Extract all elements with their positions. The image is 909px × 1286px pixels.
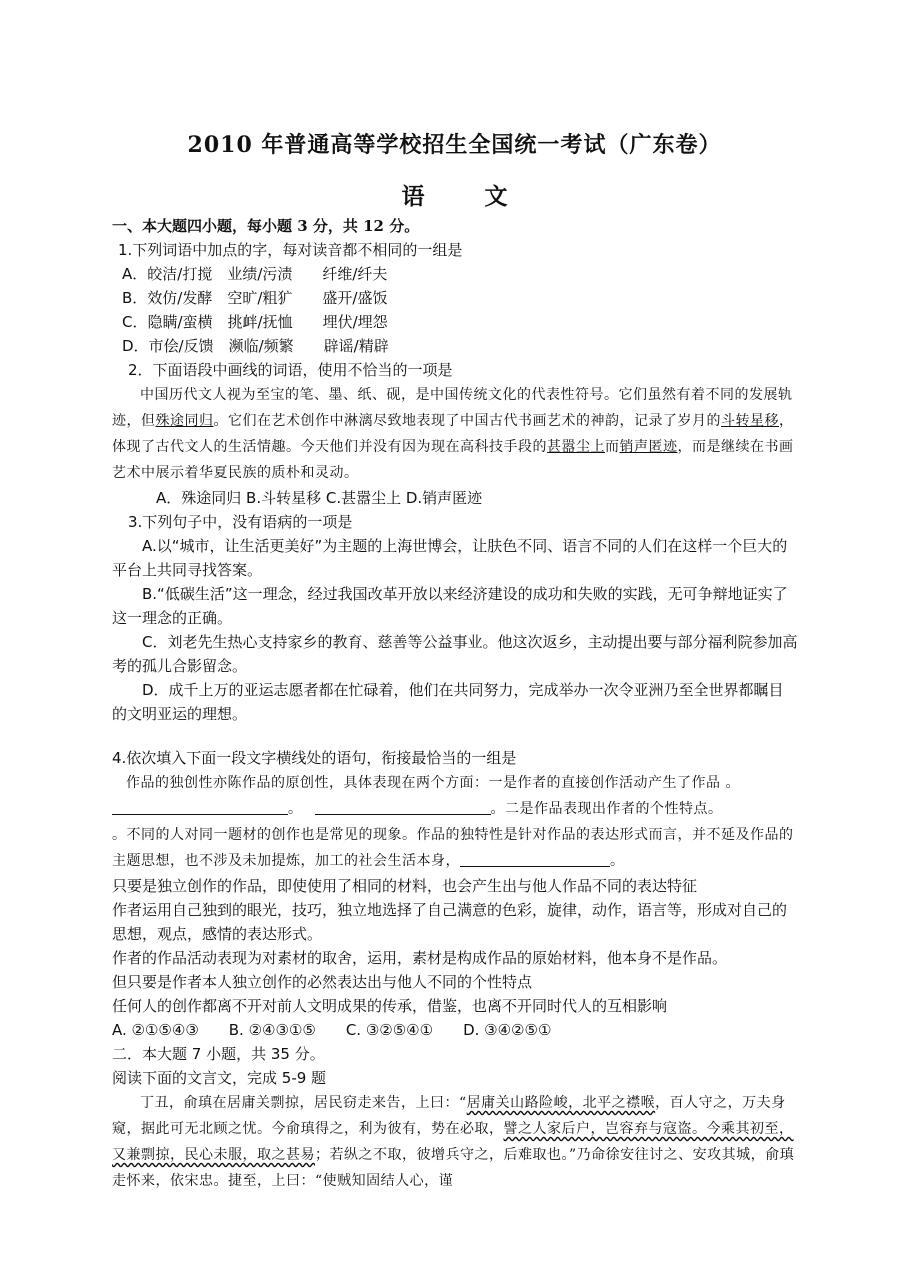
question-3-stem: 3.下列句子中，没有语病的一项是 <box>128 513 353 531</box>
underlined-phrase: 销声匿迹 <box>619 439 678 455</box>
underlined-phrase: 殊途同归 <box>155 413 214 429</box>
answer-blank[interactable] <box>112 798 288 815</box>
underlined-phrase: 甚嚣尘上 <box>547 439 605 455</box>
question-4-stem: 4.依次填入下面一段文字横线处的语句，衔接最恰当的一组是 <box>112 749 517 767</box>
q1-option-c: C．隐瞒/蛮横 挑衅/抚恤 埋伏/埋怨 <box>122 313 388 331</box>
underlined-phrase: 斗转星移 <box>721 413 779 429</box>
question-1-stem: 1.下列词语中加点的字，每对读音都不相同的一组是 <box>118 241 463 259</box>
q3-option-d: D．成千上万的亚运志愿者都在忙碌着，他们在共同努力，完成举办一次令亚洲乃至全世界都瞩目的文明亚运的理想。 <box>112 681 784 723</box>
q2-options: A．殊途同归 B.斗转星移 C.甚嚣尘上 D.销声匿迹 <box>156 489 483 507</box>
q4-item: 作者运用自己独到的眼光，技巧，独立地选择了自己满意的色彩，旋律，动作，语言等，形成对自己的思想，观点，感情的表达形式。 <box>112 901 788 943</box>
q4-item: 只要是独立创作的作品，即使使用了相同的材料，也会产生出与他人作品不同的表达特征 <box>112 877 698 895</box>
section2-heading: 二．本大题 7 小题，共 35 分。 <box>112 1045 325 1063</box>
q4-item: 作者的作品活动表现为对素材的取舍，运用，素材是构成作品的原始材料，他本身不是作品。 <box>112 949 728 967</box>
subject-title: 语文 <box>401 183 568 210</box>
q1-option-b: B．效仿/发酵 空旷/粗犷 盛开/盛饭 <box>122 289 388 307</box>
classical-passage: 丁丑，俞瑱在居庸关剽掠，居民窃走来告，上曰：“居庸关山路险峻，北平之襟喉，百人守之，万夫身窥，据此可无北顾之忧。今俞瑱得之，利为彼有，势在必取，譬之人家后户，岂容弃与寇盗。今乘其初至，又兼剽掠，民心未服，取之甚易；若纵之不取，彼增兵守之，后难取也。”乃命徐安往讨之、安攻其城，俞瑱走怀来，依宋忠。捷至，上曰：“使贼知固结人心，谨 <box>112 1095 795 1189</box>
exam-content <box>112 214 798 1194</box>
question-2-passage: 中国历代文人视为至宝的笔、墨、纸、砚，是中国传统文化的代表性符号。它们虽然有着不同的发展轨迹，但殊途同归。它们在艺术创作中淋漓尽致地表现了中国古代书画艺术的神韵，记录了岁月的斗转星移，体现了古代文人的生活情趣。今天他们并没有因为现在高科技手段的甚嚣尘上而销声匿迹，而是继续在书画艺术中展示着华夏民族的质朴和灵动。 <box>112 387 794 481</box>
q1-option-d: D．市侩/反馈 濒临/频繁 辟谣/精辟 <box>122 337 389 355</box>
answer-blank[interactable] <box>315 798 491 815</box>
section-heading: 一、本大题四小题，每小题 3 分，共 12 分。 <box>112 217 420 235</box>
wavy-underlined-phrase: 居庸关山路险峻，北平之襟喉 <box>466 1095 656 1111</box>
q4-passage: 作品的独创性亦陈作品的原创性，具体表现在两个方面：一是作者的直接创作活动产生了作品 。 。 。二是作品表现出作者的个性特点。 。不同的人对同一题材的创作也是常见的现象。作品的独特性是针对作品的表达形式而言，并不延及作品的主题思想，也不涉及未加提炼，加工的社会生活本身， 。 <box>112 775 794 869</box>
q4-item: 任何人的创作都离不开对前人文明成果的传承，借鉴，也离不开同时代人的互相影响 <box>112 997 668 1015</box>
q1-option-a: A．皎洁/打搅 业绩/污渍 纤维/纤夫 <box>122 265 388 283</box>
wavy-underlined-phrase: 譬之人家后户，岂容弃与寇盗。今乘其初至，又兼剽掠，民心未服，取之甚易 <box>112 1121 794 1163</box>
question-2-stem: 2．下面语段中画线的词语，使用不恰当的一项是 <box>128 361 453 379</box>
q3-option-c: C．刘老先生热心支持家乡的教育、慈善等公益事业。他这次返乡，主动提出要与部分福利院参加高考的孤儿合影留念。 <box>112 633 798 675</box>
page-title: 2010 年普通高等学校招生全国统一考试（广东卷） <box>187 132 722 158</box>
q4-item: 但只要是作者本人独立创作的必然表达出与他人不同的个性特点 <box>112 973 533 991</box>
q4-options: A. ②①⑤④③ B. ②④③①⑤ C. ③②⑤④① D. ③④②⑤① <box>112 1021 552 1039</box>
answer-blank[interactable] <box>460 850 610 867</box>
section2-intro: 阅读下面的文言文，完成 5-9 题 <box>112 1069 327 1087</box>
q3-option-a: A.以“城市，让生活更美好”为主题的上海世博会，让肤色不同、语言不同的人们在这样一个巨大的平台上共同寻找答案。 <box>112 537 788 579</box>
q3-option-b: B.“低碳生活”这一理念，经过我国改革开放以来经济建设的成功和失败的实践，无可争辩地证实了这一理念的正确。 <box>112 585 788 627</box>
